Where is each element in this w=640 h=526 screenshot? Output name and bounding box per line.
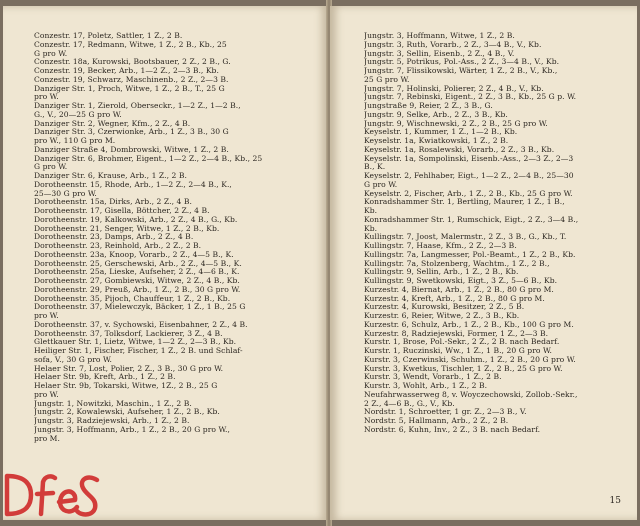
listing-line: Kullingstr. 7, Joost, Malermstr., 2 Z., 3 B., G., Kb., T.	[364, 233, 567, 242]
listing-line: Kullingstr. 9, Sellin, Arb., 1 Z., 2 B., Kb.	[364, 268, 519, 277]
listing-line: Dorotheenstr. 37, Tolksdorf, Lackierer, 3 Z., 4 B.	[34, 329, 223, 338]
listing-line: pro W., 110 G pro M.	[34, 137, 116, 145]
listing-line: Nordstr. 5, Hallmann, Arb., 2 Z., 2 B.	[364, 417, 509, 425]
listing-line: Jungstr. 7, Holinski, Polierer, 2 Z., 4 B., V., Kb.	[364, 84, 544, 93]
listing-line: Kullingstr. 7a, Langmesser, Pol.-Beamt., 1 Z., 2 B., Kb.	[364, 250, 576, 259]
listing-line: Heiliger Str. 1, Fischer, Fischer, 1 Z., 2 B. und Schlaf-	[34, 347, 243, 355]
listing-line: Kurzestr. 8, Radziejewski, Former, 1 Z., 2—3 B.	[364, 329, 549, 338]
listing-line: 25—30 G pro W.	[34, 189, 97, 198]
listing-line: Kurstr. 3, Kwetkus, Tischler, 1 Z., 2 B., 25 G pro W.	[364, 364, 563, 373]
listing-line: Dorotheenstr. 15, Rhode, Arb., 1—2 Z., 2—4 B., K.,	[34, 180, 232, 189]
listing-line: Neufahrwasserweg 8, v. Woyczechowski, Zollob.-Sekr.,	[364, 390, 578, 399]
right-page	[330, 6, 637, 520]
listing-line: Glettkauer Str. 1, Lietz, Witwe, 1—2 Z., 2—3 B., Kb.	[34, 338, 237, 347]
listing-line: Kurzestr. 4, Biernat, Arb., 1 Z., 2 B., 80 G pro M.	[364, 285, 554, 294]
listing-line: Dorotheenstr. 15a, Dirks, Arb., 2 Z., 4 B.	[34, 198, 192, 207]
listing-line: Jungstr. 5, Potrikus, Pol.-Ass., 2 Z., 3—4 B., V., Kb.	[364, 58, 560, 67]
left-column	[34, 32, 318, 443]
listing-line: Dorotheenstr. 25a, Lieske, Aufseher, 2 Z., 4—6 B., K.	[34, 268, 240, 277]
listing-line: Danziger Str. 1, Proch, Witwe, 1 Z., 2 B., T., 25 G	[34, 84, 225, 93]
library-stamp	[1, 466, 101, 522]
listing-line: Kurzestr. 4, Kurowski, Besitzer, 2 Z., 5 B.	[364, 303, 525, 312]
listing-line: Kullingstr. 7a, Stolzenberg, Wachtm., 1 Z., 2 B.,	[364, 259, 550, 268]
listing-line: Jungstr. 3, Ruth, Vorarb., 2 Z., 3—4 B., V., Kb.	[364, 40, 542, 49]
listing-line: Dorotheenstr. 27, Gombiewski, Witwe, 2 Z., 4 B., Kb.	[34, 277, 240, 285]
listing-line: G., V., 20—25 G pro W.	[34, 110, 122, 119]
listing-line: Helaer Str. 7, Lost, Polier, 2 Z., 3 B., 30 G pro W.	[34, 364, 224, 373]
listing-line: Keyselstr. 1a, Rosalewski, Vorarb., 2 Z., 3 B., Kb.	[364, 145, 555, 154]
listing-line: Dorotheenstr. 23, Reinhold, Arb., 2 Z., 2 B.	[34, 242, 202, 250]
listing-line: Jungstr. 9, Selke, Arb., 2 Z., 3 B., Kb.	[364, 110, 508, 119]
listing-line: Dorotheenstr. 37, Mielewczyk, Bäcker, 1 Z., 1 B., 25 G	[34, 303, 246, 312]
listing-line: Dorotheenstr. 29, Preuß, Arb., 1 Z., 2 B., 30 G pro W.	[34, 285, 241, 294]
listing-line: Kurstr. 1, Ruczinski, Ww., 1 Z., 1 B., 20 G pro W.	[364, 347, 552, 355]
listing-line: sofa, V., 30 G pro W.	[34, 355, 113, 364]
listing-line: Danziger Str. 3, Czerwionke, Arb., 1 Z., 3 B., 30 G	[34, 128, 229, 137]
listing-line: Jungstr. 1, Nowitzki, Maschin., 1 Z., 2 B.	[34, 399, 192, 408]
listing-line: Jungstraße 9, Reier, 2 Z., 3 B., G.	[364, 102, 493, 110]
listing-line: Dorotheenstr. 35, Pijoch, Chauffeur, 1 Z., 2 B., Kb.	[34, 294, 231, 303]
listing-line: Kurzestr. 6, Reier, Witwe, 2 Z., 3 B., Kb.	[364, 312, 520, 320]
listing-line: Conzestr. 17, Poletz, Sattler, 1 Z., 2 B.	[34, 32, 183, 40]
listing-line: Kurstr. 3, Wohlt, Arb., 1 Z., 2 B.	[364, 382, 488, 390]
listing-line: Jungstr. 3, Hoffmann, Arb., 1 Z., 2 B., 20 G pro W.,	[34, 425, 230, 434]
listing-line: Danziger Str. 6, Brohmer, Eigent., 1—2 Z., 2—4 B., Kb., 25	[34, 154, 263, 163]
listing-line: Jungstr. 3, Sellin, Eisenb., 2 Z., 4 B., V.	[364, 49, 515, 58]
listing-line: Jungstr. 7, Flissikowski, Wärter, 1 Z., 2 B., V., Kb.,	[364, 67, 558, 75]
listing-line: Keyselstr. 1a, Kwiatkowski, 1 Z., 2 B.	[364, 137, 509, 145]
listing-line: G pro W.	[34, 49, 68, 58]
listing-line: Kb.	[364, 224, 378, 233]
listing-line: Nordstr. 1, Schroetter, 1 gr. Z., 2—3 B., V.	[364, 408, 527, 417]
listing-line: Helaer Str. 9b, Kreft, Arb., 1 Z., 2 B.	[34, 373, 176, 382]
listing-line: Konradshammer Str. 1, Bertling, Maurer, 1 Z., 1 B.,	[364, 198, 565, 207]
listing-line: 25 G pro W.	[364, 75, 410, 84]
listing-line: Dorotheenstr. 23a, Knoop, Vorarb., 2 Z., 4—5 B., K.	[34, 250, 234, 259]
listing-line: Danziger Str. 2, Wegner, Kfm., 2 Z., 4 B.	[34, 119, 191, 128]
listing-line: Danziger Str. 6, Krause, Arb., 1 Z., 2 B.	[34, 172, 187, 180]
listing-line: pro W.	[34, 93, 59, 102]
listing-line: Kurzestr. 6, Schulz, Arb., 1 Z., 2 B., Kb., 100 G pro M.	[364, 320, 574, 329]
listing-line: Conzestr. 19, Schwarz, Maschinenb., 2 Z., 2—3 B.	[34, 75, 229, 84]
listing-line: Danziger Str. 1, Zierold, Oberseckr., 1—2 Z., 1—2 B.,	[34, 102, 241, 110]
listing-line: Conzestr. 19, Becker, Arb., 1—2 Z., 2—3 B., Kb.	[34, 67, 219, 75]
listing-line: Jungstr. 3, Radziejewski, Arb., 1 Z., 2 B.	[34, 417, 190, 425]
listing-line: Conzestr. 17, Redmann, Witwe, 1 Z., 2 B., Kb., 25	[34, 40, 227, 49]
listing-line: Kullingstr. 7, Haase, Kfm., 2 Z., 2—3 B.	[364, 242, 517, 250]
listing-line: pro W.	[34, 390, 59, 399]
listing-line: Dorotheenstr. 23, Damps, Arb., 2 Z., 4 B.	[34, 233, 194, 242]
listing-line: Jungstr. 9, Wischnewski, 2 Z., 2 B., 25 G pro W.	[364, 119, 548, 128]
listing-line: Nordstr. 6, Kuhn, Inv., 2 Z., 3 B. nach Bedarf.	[364, 425, 541, 434]
left-page	[3, 6, 328, 520]
listing-line: Kullingstr. 9, Swetkowski, Eigt., 3 Z., 5—6 B., Kb.	[364, 277, 558, 285]
listing-line: Dorotheenstr. 19, Kalkowski, Arb., 2 Z., 4 B., G., Kb.	[34, 215, 238, 224]
listing-line: G pro W.	[364, 180, 398, 189]
listing-line: Dorotheenstr. 21, Senger, Witwe, 1 Z., 2 B., Kb.	[34, 224, 220, 233]
listing-line: G pro W.	[34, 163, 68, 172]
listing-line: 2 Z., 4—6 B., G., V., Kb.	[364, 399, 455, 408]
listing-line: Conzestr. 18a, Kurowski, Bootsbauer, 2 Z., 2 B., G.	[34, 58, 231, 67]
listing-line: Dorotheenstr. 37, v. Sychowski, Eisenbahner, 2 Z., 4 B.	[34, 320, 248, 329]
listing-line: Keyselstr. 2, Fischer, Arb., 1 Z., 2 B., Kb., 25 G pro W.	[364, 189, 573, 198]
listing-line: Jungstr. 7, Rebinski, Eigent., 2 Z., 3 B., Kb., 25 G p. W.	[364, 93, 577, 102]
listing-line: Danziger Straße 4, Dombrowski, Witwe, 1 Z., 2 B.	[34, 145, 229, 154]
right-column	[364, 32, 630, 435]
page-number: 15	[609, 496, 621, 506]
listing-line: Kurzestr. 4, Kreft, Arb., 1 Z., 2 B., 80 G pro M.	[364, 294, 545, 303]
listing-line: Keyselstr. 1, Kummer, 1 Z., 1—2 B., Kb.	[364, 128, 518, 137]
listing-line: Kurstr. 3, Wendt, Vorarb., 1 Z., 2 B.	[364, 373, 502, 382]
listing-line: Jungstr. 2, Kowalewski, Aufseher, 1 Z., 2 B., Kb.	[34, 408, 220, 417]
listing-line: Kurstr. 3, Czerwinski, Schuhm., 1 Z., 2 B., 20 G pro W.	[364, 355, 576, 364]
listing-line: B., K.	[364, 163, 386, 172]
listing-line: pro W.	[34, 312, 59, 320]
listing-line: Keyselstr. 1a, Sompolinski, Eisenb.-Ass., 2—3 Z., 2—3	[364, 154, 574, 163]
listing-line: Dorotheenstr. 25, Gerschewski, Arb., 2 Z., 4—5 B., K.	[34, 259, 242, 268]
listing-line: Helaer Str. 9b, Tokarski, Witwe, 1Z., 2 B., 25 G	[34, 382, 218, 390]
listing-line: Konradshammer Str. 1, Rumschick, Eigt., 2 Z., 3—4 B.,	[364, 215, 579, 224]
listing-line: Jungstr. 3, Hoffmann, Witwe, 1 Z., 2 B.	[364, 32, 515, 40]
listing-line: Keyselstr. 2, Fehlhaber, Eigt., 1—2 Z., 2—4 B., 25—30	[364, 172, 574, 180]
listing-line: Kurstr. 1, Brose, Pol.-Sekr., 2 Z., 2 B. nach Bedarf.	[364, 338, 560, 347]
listing-line: Kb.	[364, 207, 378, 215]
listing-line: Dorotheenstr. 17, Gisella, Böttcher, 2 Z., 4 B.	[34, 207, 210, 215]
listing-line: pro M.	[34, 434, 60, 443]
